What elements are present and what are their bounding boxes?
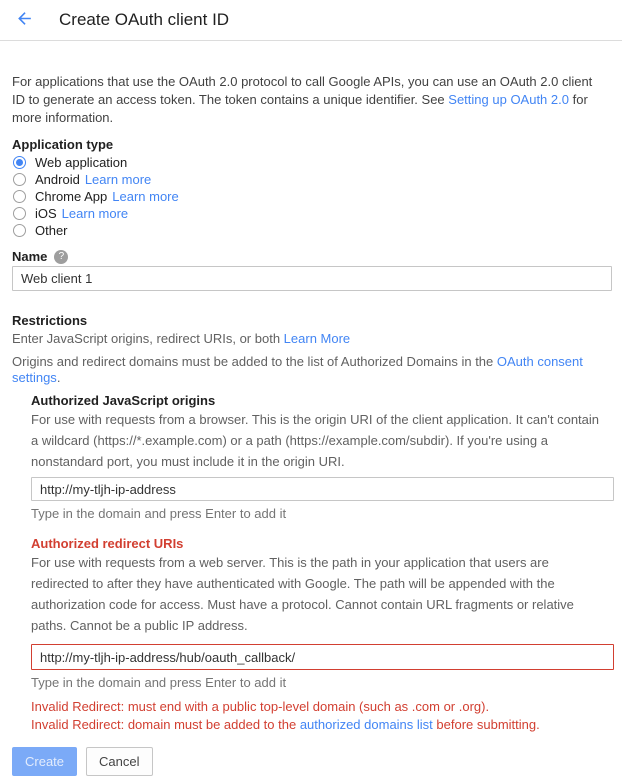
radio-other[interactable] [12, 222, 612, 239]
restrictions-line2-period: . [56, 370, 61, 385]
error-invalid-redirect-domain [31, 716, 612, 734]
radio-ios[interactable] [12, 205, 612, 222]
radio-unselected-icon[interactable] [13, 224, 26, 237]
authorized-redirect-uris-section [31, 536, 612, 734]
oauth-consent-settings-link[interactable]: OAuth consent settings [12, 354, 583, 385]
intro-text-after: for more information. [12, 92, 588, 125]
authorized-domains-list-link[interactable]: authorized domains list [299, 717, 433, 732]
error2-text-after: before submitting. [432, 717, 540, 732]
authorized-js-origins-section [31, 393, 612, 522]
redirect-uris-helper-text: Type in the domain and press Enter to add it [31, 675, 287, 690]
redirect-uris-input[interactable] [31, 644, 614, 670]
authorized-js-origins-description: For use with requests from a browser. This is the origin URI of the client application. It can't contain a wildcard (https://*.example.com) or a path (https://example.com/subdir). If you're using a nonstandard port, you must include it in the origin URI. [31, 412, 600, 469]
radio-web-application[interactable] [12, 154, 612, 171]
name-section [12, 249, 612, 291]
intro-paragraph [12, 73, 604, 127]
page-header [0, 0, 622, 41]
ios-learn-more-link[interactable]: Learn more [61, 206, 129, 221]
application-type-radio-group [12, 154, 612, 239]
error2-text-before: Invalid Redirect: domain must be added to the [31, 717, 300, 732]
restrictions-line1-text: Enter JavaScript origins, redirect URIs, or both [12, 331, 284, 346]
radio-selected-icon[interactable] [13, 156, 26, 169]
error-invalid-redirect-tld: Invalid Redirect: must end with a public top-level domain (such as .com or .org). [31, 699, 490, 714]
cancel-button[interactable]: Cancel [86, 747, 152, 776]
authorized-js-origins-label: Authorized JavaScript origins [31, 393, 216, 408]
restrictions-label: Restrictions [12, 313, 88, 328]
restrictions-line2 [12, 354, 612, 386]
radio-android[interactable] [12, 171, 612, 188]
restrictions-line2-text: Origins and redirect domains must be added to the list of Authorized Domains in the [12, 354, 497, 369]
radio-label-ios: iOS [35, 206, 57, 221]
create-button[interactable]: Create [12, 747, 77, 776]
form-content [0, 73, 622, 776]
name-input[interactable] [12, 266, 612, 291]
authorized-redirect-uris-label: Authorized redirect URIs [31, 536, 184, 551]
setting-up-oauth-link[interactable]: Setting up OAuth 2.0 [448, 92, 569, 107]
radio-unselected-icon[interactable] [13, 207, 26, 220]
radio-unselected-icon[interactable] [13, 173, 26, 186]
radio-label-chrome-app: Chrome App [35, 189, 108, 204]
application-type-label: Application type [12, 137, 114, 152]
intro-text-before: For applications that use the OAuth 2.0 protocol to call Google APIs, you can use an OAuth 2.0 client ID to generate an access token. The token contains a unique identifier. See [12, 74, 593, 107]
chrome-app-learn-more-link[interactable]: Learn more [112, 189, 179, 204]
restrictions-line1 [12, 331, 612, 347]
radio-label-other: Other [35, 223, 68, 238]
arrow-left-icon [15, 9, 34, 31]
learn-more-link[interactable]: Learn More [283, 331, 351, 346]
radio-chrome-app[interactable] [12, 188, 612, 205]
page-title: Create OAuth client ID [59, 10, 230, 29]
radio-label-web-application: Web application [35, 155, 128, 170]
android-learn-more-link[interactable]: Learn more [84, 172, 152, 187]
form-actions [12, 747, 612, 776]
application-type-section [12, 137, 612, 239]
radio-unselected-icon[interactable] [13, 190, 26, 203]
js-origins-helper-text: Type in the domain and press Enter to add it [31, 506, 287, 521]
restrictions-section [12, 313, 612, 734]
help-icon[interactable]: ? [54, 250, 68, 264]
radio-label-android: Android [35, 172, 80, 187]
authorized-redirect-uris-description: For use with requests from a web server. This is the path in your application that users are redirected to after they have authenticated with Google. The path will be appended with the authorization code for access. Must have a protocol. Cannot contain URL fragments or relative paths. Cannot be a public IP address. [31, 555, 574, 633]
js-origins-input[interactable] [31, 477, 614, 501]
name-label: Name [12, 249, 48, 264]
back-button[interactable] [12, 8, 36, 32]
